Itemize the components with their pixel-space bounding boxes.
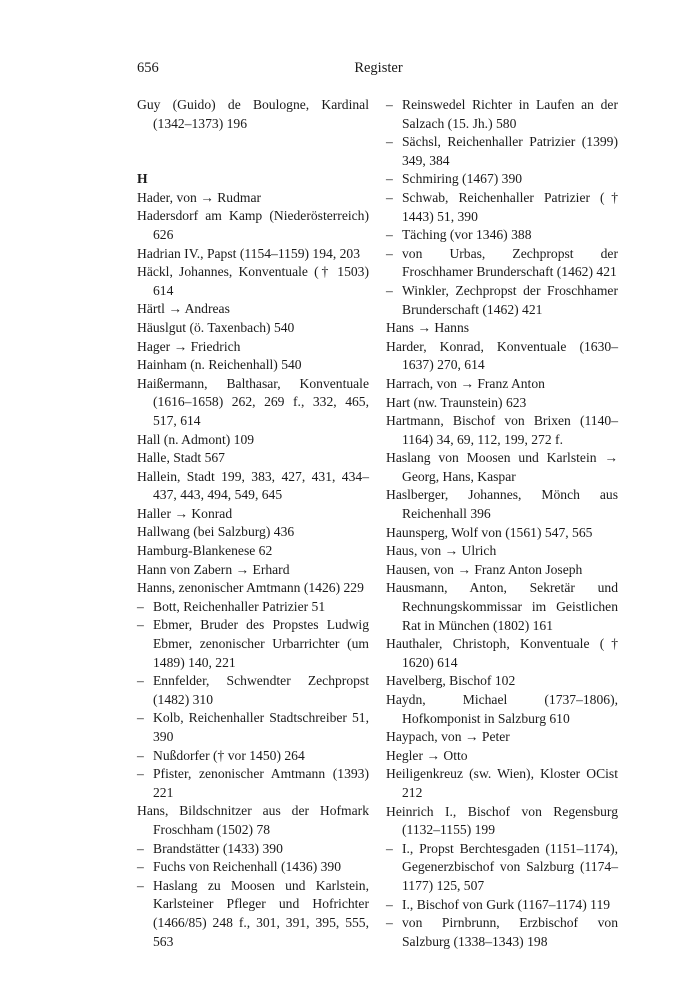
index-entry: Havelberg, Bischof 102 [386,673,516,689]
index-entry: Hausen, von → Franz Anton Joseph [386,561,583,577]
index-subentry: – Täching (vor 1346) 388 [386,226,618,245]
running-head [137,60,620,80]
index-entry: Hamburg-Blankenese 62 [137,543,273,559]
index-entry: Halle, Stadt 567 [137,450,225,466]
index-entry: Haydn, Michael (1737–1806), Hofkomponist in Salzburg 610 [386,692,618,726]
index-subentry: – Nußdorfer († vor 1450) 264 [137,747,369,766]
index-subentry: – Winkler, Zechpropst der Froschhamer Brunderschaft (1462) 421 [386,282,618,319]
index-entry: Hager → Friedrich [137,338,241,354]
index-entry: Haus, von → Ulrich [386,543,497,559]
index-entry: Hadrian IV., Papst (1154–1159) 194, 203 [137,245,361,261]
index-subentry: – Ebmer, Bruder des Propstes Ludwig Ebmer, zenonischer Urbarrichter (um 1489) 140, 221 [137,616,369,672]
index-subentry: – Haslang zu Moosen und Karlstein, Karlsteiner Pfleger und Hofrichter (1466/85) 248 f., 301, 391, 395, 555, 563 [137,877,369,951]
index-entry: Haslang von Moosen und Karlstein → Georg, Hans, Kaspar [386,450,618,484]
index-entry: Hainham (n. Reichenhall) 540 [137,357,302,373]
index-entry: Häckl, Johannes, Konventuale († 1503) 614 [137,264,369,298]
index-entry: Hann von Zabern → Erhard [137,561,290,577]
index-entry: Hall (n. Admont) 109 [137,431,255,447]
page-number: 656 [137,60,159,76]
index-subentry: – Sächsl, Reichenhaller Patrizier (1399) 349, 384 [386,133,618,170]
section-gap [137,133,369,170]
index-subentry: – Bott, Reichenhaller Patrizier 51 [137,598,369,617]
index-subentry: – I., Bischof von Gurk (1167–1174) 119 [386,896,618,915]
index-entry: Hallwang (bei Salzburg) 436 [137,524,295,540]
index-entry: Heinrich I., Bischof von Regensburg (1132–1155) 199 [386,803,618,838]
index-subentry: – Ennfelder, Schwendter Zechpropst (1482) 310 [137,672,369,709]
index-entry: Hallein, Stadt 199, 383, 427, 431, 434–437, 443, 494, 549, 645 [137,468,369,503]
index-entry: Haller → Konrad [137,505,233,521]
index-entry: Haslberger, Johannes, Mönch aus Reichenhall 396 [386,487,618,522]
index-subentry: – I., Propst Berchtesgaden (1151–1174), Gegenerzbischof von Salzburg (1174–1177) 125, 507 [386,840,618,896]
index-subentry: – Fuchs von Reichenhall (1436) 390 [137,858,369,877]
index-entry: Hader, von → Rudmar [137,189,262,205]
index-subentry: – von Urbas, Zechpropst der Froschhamer Brunderschaft (1462) 421 [386,245,618,282]
index-entry: Haypach, von → Peter [386,729,510,745]
index-column-right [386,96,618,951]
index-entry: Haunsperg, Wolf von (1561) 547, 565 [386,524,593,540]
index-entry: Heiligenkreuz (sw. Wien), Kloster OCist 212 [386,766,618,800]
index-subentry: – Brandstätter (1433) 390 [137,840,369,859]
index-entry: Häuslgut (ö. Taxenbach) 540 [137,319,295,335]
index-subentry: – Kolb, Reichenhaller Stadtschreiber 51, 390 [137,709,369,746]
index-entry: Haißermann, Balthasar, Konventuale (1616–1658) 262, 269 f., 332, 465, 517, 614 [137,375,369,428]
running-title: Register [354,60,403,76]
index-entry: Hart (nw. Traunstein) 623 [386,394,527,410]
index-entry: Hausmann, Anton, Sekretär und Rechnungskommissar im Geistlichen Rat in München (1802) 161 [386,580,618,633]
index-entry: Hegler → Otto [386,747,468,763]
index-entry: Harder, Konrad, Konventuale (1630–1637) 270, 614 [386,338,618,373]
index-column-left [137,96,369,951]
index-entry: Hauthaler, Christoph, Konventuale († 1620) 614 [386,636,618,670]
section-letter: H [137,171,148,187]
index-entry: Hans, Bildschnitzer aus der Hofmark Froschham (1502) 78 [137,803,369,837]
index-subentry: – von Pirnbrunn, Erzbischof von Salzburg (1338–1343) 198 [386,914,618,951]
index-entry: Hartmann, Bischof von Brixen (1140–1164) 34, 69, 112, 199, 272 f. [386,413,618,447]
index-entry: Hadersdorf am Kamp (Niederösterreich) 626 [137,208,369,242]
index-entry: Guy (Guido) de Boulogne, Kardinal (1342–1373) 196 [137,97,369,131]
index-entry: Hans → Hanns [386,320,470,336]
index-subentry: – Reinswedel Richter in Laufen an der Salzach (15. Jh.) 580 [386,96,618,133]
index-entry: Harrach, von → Franz Anton [386,375,545,391]
index-subentry: – Pfister, zenonischer Amtmann (1393) 221 [137,765,369,802]
index-subentry: – Schwab, Reichenhaller Patrizier († 1443) 51, 390 [386,189,618,226]
index-entry: Hanns, zenonischer Amtmann (1426) 229 [137,580,364,596]
index-subentry: – Schmiring (1467) 390 [386,170,618,189]
index-entry: Härtl → Andreas [137,301,230,317]
